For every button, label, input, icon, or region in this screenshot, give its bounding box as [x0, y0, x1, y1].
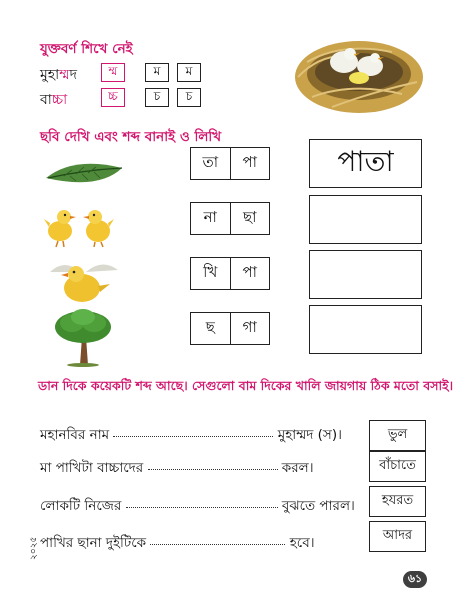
leaf-picture [44, 158, 126, 190]
answer-box [309, 305, 422, 354]
syllable-cell: ছা [230, 203, 270, 234]
word-muhammad: মুহাম্মদ [40, 67, 77, 83]
two-chicks-picture [40, 203, 120, 248]
word-bachcha: বাচ্চা [40, 92, 68, 108]
syllable-cell: তা [202, 153, 219, 171]
syllable-cell: না [203, 208, 217, 226]
bird-picture [40, 258, 122, 308]
blank-line [150, 543, 285, 545]
letter-box: চ [177, 88, 201, 107]
section1-heading: যুক্তবর্ণ শিখে নেই [40, 41, 133, 57]
sentence-4: পাখির ছানা দুইটিকে হবে। [40, 535, 315, 551]
tree-picture [52, 307, 114, 367]
sentence-1: মহানবির নাম মুহাম্মদ (স)। [40, 427, 342, 443]
answer-box: পাতা [309, 139, 422, 188]
blank-line [126, 506, 278, 508]
sentence-3: লোকটি নিজের বুঝতে পারল। [40, 498, 355, 514]
letter-box: ম [145, 63, 169, 82]
side-year: ২০২৫ [29, 536, 39, 560]
syllable-cell: গা [230, 313, 270, 344]
blank-line [113, 435, 273, 437]
answer-box [309, 250, 422, 299]
syllable-pair [190, 312, 270, 345]
letter-box: ম [177, 63, 201, 82]
section2-heading: ছবি দেখি এবং শব্দ বানাই ও লিখি [40, 129, 222, 145]
syllable-pair [190, 202, 270, 235]
conjunct-box: ম্ম [101, 63, 125, 82]
page-number: ৬১ [403, 571, 427, 588]
sentence-2: মা পাখিটা বাচ্চাদের করল। [40, 460, 314, 476]
syllable-pair [190, 257, 270, 290]
letter-box: চ [145, 88, 169, 107]
word-bank-item: আদর [369, 521, 426, 552]
syllable-pair [190, 147, 270, 180]
conjunct-box: চ্চ [101, 88, 125, 107]
syllable-cell: পা [230, 258, 270, 289]
blank-line [148, 468, 278, 470]
word-bank-item: হযরত [369, 486, 426, 517]
nest-with-chicks-illustration [292, 22, 427, 117]
syllable-cell: ছ [205, 318, 215, 336]
syllable-cell: পা [230, 148, 270, 179]
word-bank-item: ভুল [369, 420, 426, 451]
word-bank-item: বাঁচাতে [369, 451, 426, 482]
section3-instruction: ডান দিকে কয়েকটি শব্দ আছে। সেগুলো বাম দিকের খালি জায়গায় ঠিক মতো বসাই। [38, 378, 454, 393]
answer-box [309, 195, 422, 244]
syllable-cell: খি [203, 263, 218, 281]
